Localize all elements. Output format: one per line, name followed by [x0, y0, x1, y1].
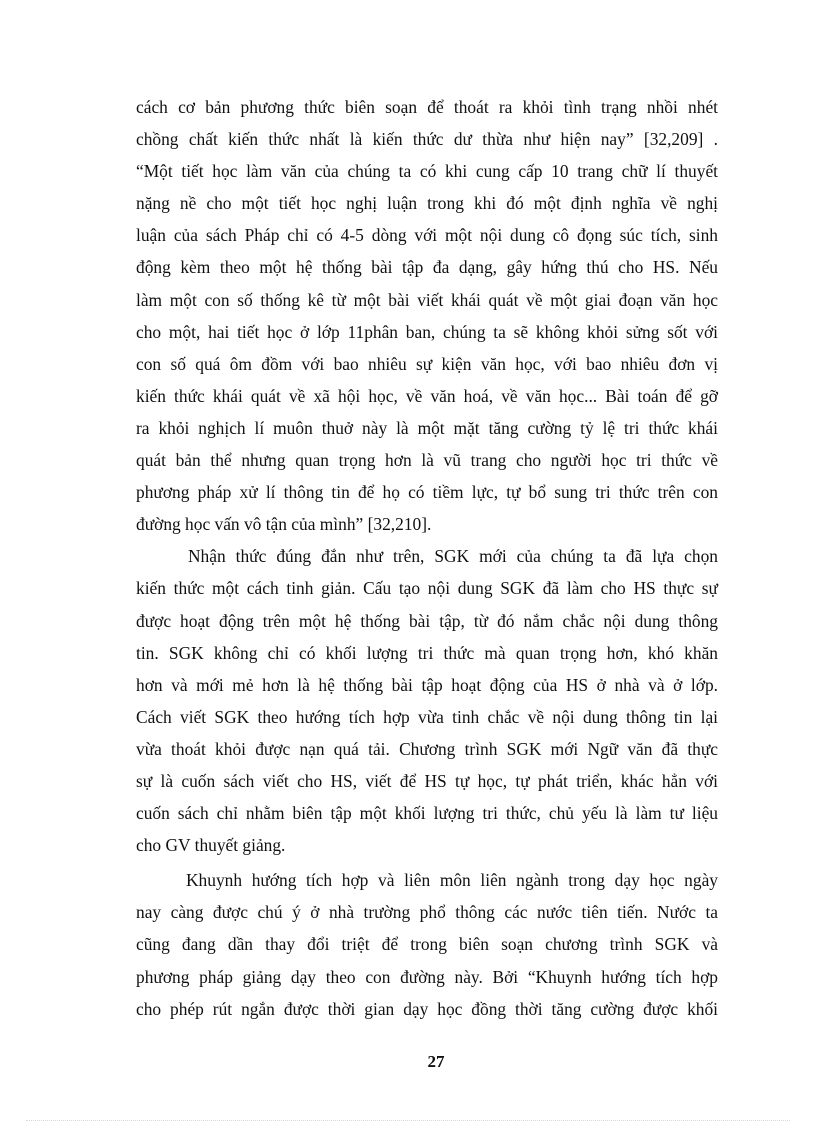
text-line: cho phép rút ngắn được thời gian dạy học đồng thời tăng cường được khối	[136, 998, 718, 1019]
text-line: cho GV thuyết giảng.	[136, 835, 286, 856]
text-line: phương pháp xử lí thông tin để họ có tiềm lực, tự bổ sung tri thức trên con	[136, 482, 718, 503]
page-number: 27	[427, 1052, 445, 1071]
text-line: luận của sách Pháp chỉ có 4-5 dòng với một nội dung cô đọng súc tích, sinh	[136, 225, 718, 246]
text-line: Cách viết SGK theo hướng tích hợp vừa tinh chắc về nội dung thông tin lại	[136, 706, 718, 727]
text-line: cách cơ bản phương thức biên soạn để thoát ra khỏi tình trạng nhồi nhét	[136, 97, 718, 117]
text-line: tin. SGK không chỉ có khối lượng tri thức mà quan trọng hơn, khó khăn	[136, 642, 718, 663]
text-line: làm một con số thống kê từ một bài viết khái quát về một giai đoạn văn học	[136, 289, 718, 310]
text-line: kiến thức một cách tinh giản. Cấu tạo nội dung SGK đã làm cho HS thực sự	[136, 578, 718, 599]
text-line: vừa thoát khỏi được nạn quá tải. Chương trình SGK mới Ngữ văn đã thực	[136, 738, 718, 759]
text-line: cũng đang dần thay đổi triệt để trong biên soạn chương trình SGK và	[136, 934, 718, 955]
text-line: động kèm theo một hệ thống bài tập đa dạng, gây hứng thú cho HS. Nếu	[136, 257, 718, 278]
text-line: chồng chất kiến thức nhất là kiến thức dư thừa như hiện nay” [32,209] .	[136, 129, 718, 150]
text-line: được hoạt động trên một hệ thống bài tập, từ đó nắm chắc nội dung thông	[136, 610, 718, 631]
text-line: con số quá ôm đồm với bao nhiêu sự kiện văn học, với bao nhiêu đơn vị	[136, 353, 718, 374]
paragraph-3	[136, 864, 718, 1024]
footer-dotted-rule	[26, 1120, 790, 1121]
text-line: nay càng được chú ý ở nhà trường phổ thông các nước tiên tiến. Nước ta	[136, 902, 718, 923]
paragraph-1	[136, 91, 718, 540]
paragraph-2	[136, 540, 718, 861]
text-line: cuốn sách chỉ nhằm biên tập một khối lượng tri thức, chủ yếu là làm tư liệu	[136, 803, 718, 824]
text-line: Nhận thức đúng đắn như trên, SGK mới của chúng ta đã lựa chọn	[188, 546, 718, 567]
text-line: hơn và mới mẻ hơn là hệ thống bài tập hoạt động của HS ở nhà và ở lớp.	[136, 674, 718, 695]
text-line: quát bản thể nhưng quan trọng hơn là vũ trang cho người học tri thức về	[136, 450, 718, 471]
text-line: đường học vấn vô tận của mình” [32,210].	[136, 514, 432, 535]
text-line: “Một tiết học làm văn của chúng ta có khi cung cấp 10 trang chữ lí thuyết	[136, 161, 718, 182]
text-line: nặng nề cho một tiết học nghị luận trong khi đó một định nghĩa về nghị	[136, 193, 718, 214]
text-line: phương pháp giảng dạy theo con đường này. Bởi “Khuynh hướng tích hợp	[136, 966, 718, 987]
text-line: Khuynh hướng tích hợp và liên môn liên ngành trong dạy học ngày	[186, 870, 718, 891]
text-line: sự là cuốn sách viết cho HS, viết để HS tự học, tự phát triển, khác hẳn với	[136, 770, 718, 791]
body-text	[136, 91, 718, 1025]
text-line: cho một, hai tiết học ở lớp 11phân ban, chúng ta sẽ không khỏi sửng sốt với	[136, 321, 718, 342]
text-line: kiến thức khái quát về xã hội học, về văn hoá, về văn học... Bài toán để gỡ	[136, 385, 718, 406]
text-line: ra khỏi nghịch lí muôn thuở này là một mặt tăng cường tỷ lệ tri thức khái	[136, 417, 718, 438]
